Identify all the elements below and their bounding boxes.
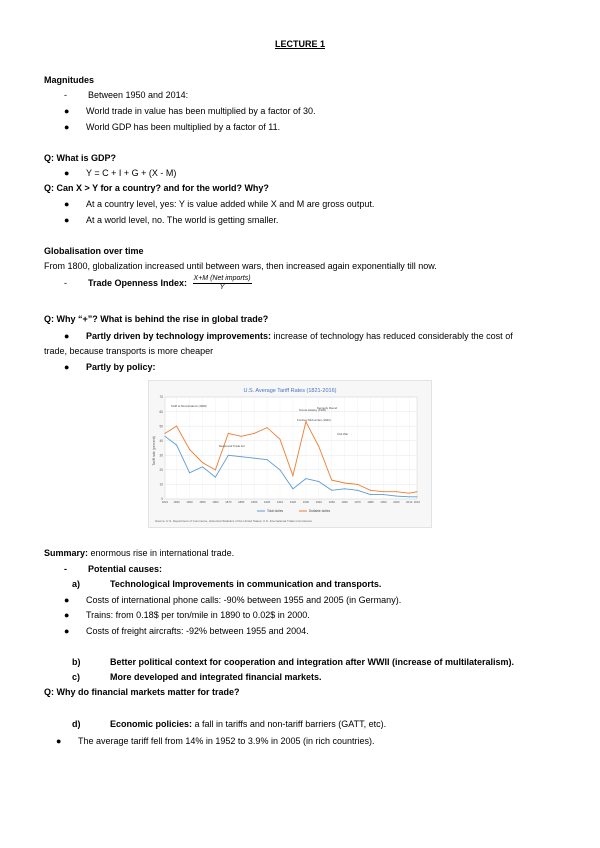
y-tick-label: 10 <box>159 482 163 487</box>
x-tick-label: 1980 <box>367 500 374 504</box>
magnitudes-bullet-1: ● World trade in value has been multiplied by a factor of 30. <box>64 106 316 116</box>
x-tick-label: 1930 <box>302 500 309 504</box>
data-point <box>254 433 255 434</box>
x-tick-label: 1830 <box>173 500 180 504</box>
cause-d-bullet: ● The average tariff fell from 14% in 1952 to 3.9% in 2005 (in rich countries). <box>56 736 375 746</box>
data-point <box>241 436 242 437</box>
data-point <box>292 475 293 476</box>
data-point <box>267 459 268 460</box>
data-point <box>189 449 190 450</box>
x-tick-label: 1900 <box>263 500 271 504</box>
data-point <box>305 478 306 479</box>
gdp-question-2: Q: Can X > Y for a country? and for the world? Why? <box>44 183 269 193</box>
y-tick-label: 30 <box>159 453 163 458</box>
chart-annotation: Reciprocal Trade Act <box>219 444 245 448</box>
gdp-bullet-3: ● At a world level, no. The world is getting smaller. <box>64 215 279 225</box>
cause-c: c) More developed and integrated financial markets. <box>72 672 322 682</box>
data-point <box>228 433 229 434</box>
data-point <box>318 446 319 447</box>
cause-a-bullet-3: ● Costs of freight aircrafts: -92% between 1955 and 2004. <box>64 626 309 636</box>
index-numerator: X+M (Net imports) <box>193 275 251 282</box>
data-point <box>344 488 345 489</box>
data-point <box>228 455 229 456</box>
data-point <box>165 436 166 437</box>
y-tick-label: 60 <box>159 409 163 414</box>
why-bullet-1: ● Partly driven by technology improvements: increase of technology has reduced considerably the cost of <box>64 331 513 341</box>
x-tick-label: 1890 <box>251 500 258 504</box>
data-point <box>215 477 216 478</box>
data-point <box>383 491 384 492</box>
tariff-chart-svg <box>149 381 431 527</box>
summary-line: Summary: enormous rise in international trade. <box>44 548 235 558</box>
x-tick-label: 1840 <box>186 500 193 504</box>
magnitudes-dash-item: - Between 1950 and 2014: <box>64 90 189 100</box>
data-point <box>331 490 332 491</box>
chart-ylabel: Tariff rate (percent) <box>152 436 156 466</box>
data-point <box>165 433 166 434</box>
x-tick-label: 1940 <box>315 500 322 504</box>
cause-a: a) Technological Improvements in communication and transports. <box>72 579 382 589</box>
chart-title: U.S. Average Tariff Rates (1821-2016) <box>243 388 337 394</box>
x-tick-label: 1910 <box>276 500 284 504</box>
x-tick-label: 1821 <box>161 500 169 504</box>
index-fraction <box>193 275 252 292</box>
x-tick-label: 1920 <box>289 500 297 504</box>
data-point <box>417 496 418 497</box>
y-tick-label: 40 <box>159 438 163 443</box>
cause-d: d) Economic policies: a fall in tariffs and non-tariff barriers (GATT, etc). <box>72 719 387 729</box>
page-title: LECTURE 1 <box>274 39 325 49</box>
magnitudes-heading: Magnitudes <box>44 75 95 85</box>
data-point <box>280 439 281 440</box>
data-point <box>267 427 268 428</box>
data-point <box>202 462 203 463</box>
data-point <box>409 493 410 494</box>
x-tick-label: 1870 <box>225 500 232 504</box>
cause-a-bullet-2: ● Trains: from 0.18$ per ton/mile in 1890 to 0.02$ in 2000. <box>64 610 310 620</box>
x-tick-label: 1990 <box>380 500 387 504</box>
data-point <box>318 481 319 482</box>
chart-source: Source: U.S. Department of Commerce, Historical Statistics of the United States; U.S. International Trade Commission <box>155 519 313 523</box>
cause-a-bullet-1: ● Costs of international phone calls: -90% between 1955 and 2005 (in Germany). <box>64 595 402 605</box>
y-tick-label: 70 <box>159 395 163 400</box>
data-point <box>370 494 371 495</box>
legend-label: Dutiable duties <box>309 509 331 514</box>
cause-b: b) Better political context for cooperation and integration after WWII (increase of multilateralism). <box>72 657 515 667</box>
why-bullet-2: ● Partly by policy: <box>64 362 156 372</box>
financial-question: Q: Why do financial markets matter for trade? <box>44 687 240 697</box>
gdp-bullet-2: ● At a country level, yes: Y is value added while X and M are gross output. <box>64 199 375 209</box>
data-point <box>176 426 177 427</box>
chart-annotation: Tariff of Abominations (1828) <box>171 404 207 408</box>
globalisation-heading: Globalisation over time <box>44 246 144 256</box>
x-tick-label: 1850 <box>199 500 206 504</box>
why-question: Q: Why “+”? What is behind the rise in global trade? <box>44 314 269 324</box>
x-tick-label: 1970 <box>354 500 361 504</box>
data-point <box>254 458 255 459</box>
data-point <box>383 494 384 495</box>
chart-annotation: Smoot-Hawley (1930) <box>299 408 327 412</box>
data-point <box>357 490 358 491</box>
data-point <box>176 445 177 446</box>
chart-annotation: Civil War <box>337 432 349 436</box>
data-point <box>292 488 293 489</box>
x-tick-label: 2010 <box>406 500 413 504</box>
x-tick-label: 2016 <box>413 500 421 504</box>
x-tick-label: 1960 <box>341 500 348 504</box>
x-tick-label: 2000 <box>393 500 400 504</box>
y-tick-label: 0 <box>161 497 163 502</box>
y-tick-label: 50 <box>159 424 163 429</box>
trade-openness-index: - Trade Openness Index: $\frac{\text{X+M (Net imports)}}{Y}$ <box>64 275 251 291</box>
potential-causes: - Potential causes: <box>64 564 163 574</box>
gdp-bullet: ● Y = C + I + G + (X - M) <box>64 168 177 178</box>
why-bullet-1-cont: trade, because transports is more cheaper <box>44 346 214 356</box>
data-point <box>396 496 397 497</box>
data-point <box>331 480 332 481</box>
data-point <box>241 456 242 457</box>
chart-annotation: Fordney-McCumber (1922) <box>297 418 331 422</box>
x-tick-label: 1860 <box>212 500 219 504</box>
data-point <box>396 491 397 492</box>
y-tick-label: 20 <box>159 468 163 473</box>
plot-area <box>165 397 417 499</box>
gdp-question: Q: What is GDP? <box>44 153 116 163</box>
data-point <box>357 484 358 485</box>
index-denominator: Y <box>219 284 225 291</box>
globalisation-text: From 1800, globalization increased until between wars, then increased again exponentially till now. <box>44 261 437 271</box>
data-point <box>409 496 410 497</box>
magnitudes-bullet-2: ● World GDP has been multiplied by a factor of 11. <box>64 122 281 132</box>
data-point <box>417 491 418 492</box>
tariff-chart <box>148 380 432 528</box>
x-tick-label: 1880 <box>238 500 245 504</box>
data-point <box>215 469 216 470</box>
data-point <box>189 472 190 473</box>
x-tick-label: 1950 <box>328 500 335 504</box>
data-point <box>370 490 371 491</box>
data-point <box>202 466 203 467</box>
data-point <box>344 482 345 483</box>
data-point <box>280 469 281 470</box>
chart-annotation: Kennedy Round <box>317 406 338 410</box>
legend-label: Total duties <box>267 509 284 514</box>
